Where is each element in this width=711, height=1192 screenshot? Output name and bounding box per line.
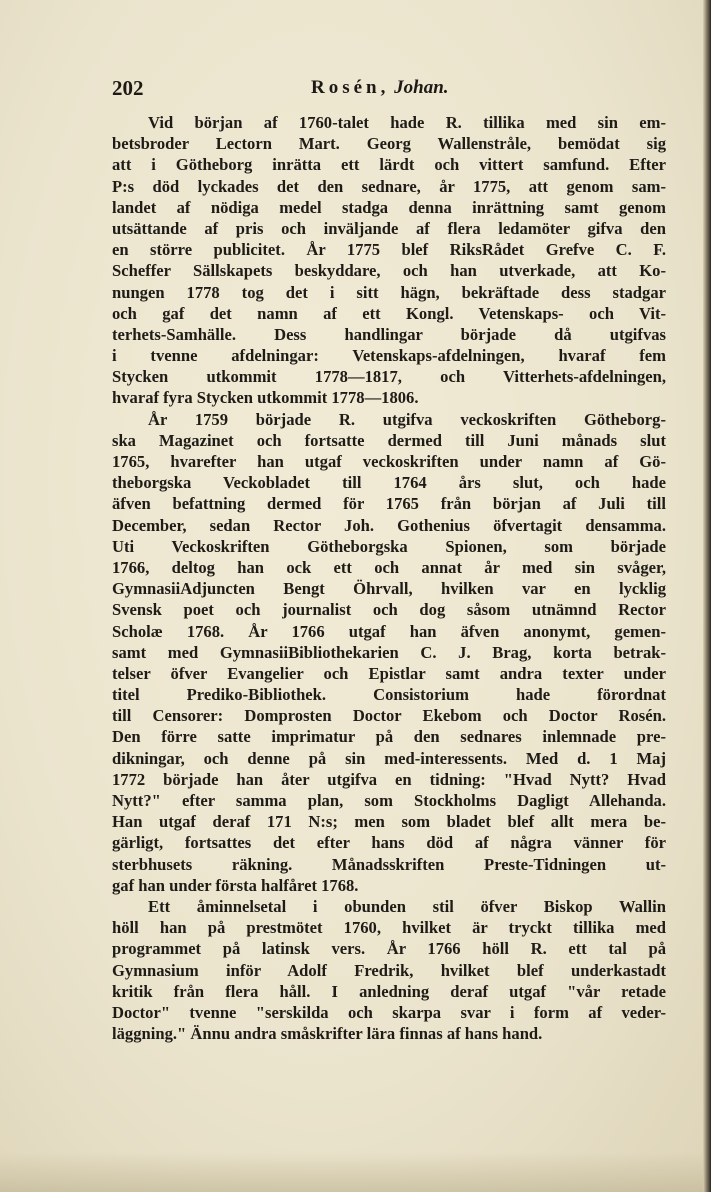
text-line: betsbroder Lectorn Mart. Georg Wallenstråle, bemödat sig [112, 134, 666, 154]
running-head-given-name: Johan. [394, 77, 449, 98]
text-line: höll han på prestmötet 1760, hvilket är tryckt tillika med [112, 918, 666, 938]
text-line: och gaf det namn af ett Kongl. Vetenskaps- och Vit- [112, 303, 666, 323]
page-bottom-shade [0, 1152, 711, 1192]
text-line: titel Prediko-Bibliothek. Consistorium hade förordnat [112, 685, 666, 705]
text-line: December, sedan Rector Joh. Gothenius öfvertagit densamma. [112, 515, 666, 535]
page-number: 202 [112, 76, 144, 100]
text-line: Ett åminnelsetal i obunden stil öfver Biskop Wallin [148, 896, 666, 916]
text-line: Doctor" tvenne "serskilda och skarpa svar i form af veder- [112, 1002, 666, 1022]
text-line: en större publicitet. År 1775 blef RiksRådet Grefve C. F. [112, 240, 666, 260]
running-head-surname: Rosén, [311, 77, 390, 98]
text-line: telser öfver Evangelier och Epistlar samt andra texter under [112, 663, 666, 683]
text-line: P:s död lyckades det den sednare, år 1775, att genom sam- [112, 176, 666, 196]
text-line: Stycken utkommit 1778—1817, och Vitterhets-afdelningen, [112, 367, 666, 387]
body-text [112, 112, 666, 1044]
text-line: landet af nödiga medel stadga denna inrättning samt genom [112, 197, 666, 217]
text-line: utsättande af pris och inväljande af flera ledamöter gifva den [112, 218, 666, 238]
running-head [311, 77, 449, 99]
text-line: 1766, deltog han ock ett och annat år med sin svåger, [112, 557, 666, 577]
text-line: Scheffer Sällskapets beskyddare, och han utverkade, att Ko- [112, 261, 666, 281]
text-line: Uti Veckoskriften Götheborgska Spionen, som började [112, 536, 666, 556]
text-line: gärligt, fortsattes det efter hans död af några vänner för [112, 833, 666, 853]
text-line: 1772 började han åter utgifva en tidning: "Hvad Nytt? Hvad [112, 769, 666, 789]
text-line: Nytt?" efter samma plan, som Stockholms Dagligt Allehanda. [112, 791, 666, 810]
text-line: till Censorer: Domprosten Doctor Ekebom och Doctor Rosén. [112, 706, 666, 726]
text-line: kritik från flera håll. I anledning deraf utgaf "vår retade [112, 981, 666, 1001]
text-line: läggning." Ännu andra småskrifter lära finnas af hans hand. [112, 1024, 543, 1044]
text-line: theborgska Veckobladet till 1764 års slut, och hade [112, 473, 666, 493]
text-line: GymnasiiAdjuncten Bengt Öhrvall, hvilken var en lycklig [112, 579, 666, 599]
text-line: Gymnasium inför Adolf Fredrik, hvilket blef underkastadt [112, 960, 666, 980]
text-line: Han utgaf deraf 171 N:s; men som bladet blef allt mera be- [112, 812, 666, 832]
text-line: att i Götheborg inrätta ett lärdt och vittert samfund. Efter [112, 155, 666, 175]
page-header [112, 76, 666, 106]
text-line: År 1759 började R. utgifva veckoskriften Götheborg- [148, 409, 666, 429]
text-line: nungen 1778 tog det i sitt hägn, bekräftade dess stadgar [112, 282, 666, 302]
text-line: terhets-Samhälle. Dess handlingar började då utgifvas [112, 324, 666, 344]
text-line: Vid början af 1760-talet hade R. tillika med sin em- [148, 113, 666, 132]
text-line: 1765, hvarefter han utgaf veckoskriften under namn af Gö- [112, 452, 666, 471]
text-line: samt med GymnasiiBibliothekarien C. J. Brag, korta betrak- [112, 642, 666, 662]
text-line: sterbhusets räkning. Månadsskriften Preste-Tidningen ut- [112, 854, 666, 874]
text-line: Den förre satte imprimatur på den sednares inlemnade pre- [112, 727, 666, 747]
text-line: gaf han under första halfåret 1768. [112, 875, 359, 895]
text-line: äfven befattning dermed för 1765 från början af Juli till [112, 494, 666, 514]
text-line: ska Magazinet och fortsatte dermed till Juni månads slut [112, 430, 666, 450]
text-line: programmet på latinsk vers. År 1766 höll R. ett tal på [112, 939, 666, 959]
text-line: i tvenne afdelningar: Vetenskaps-afdelningen, hvaraf fem [112, 346, 666, 366]
text-line: hvaraf fyra Stycken utkommit 1778—1806. [112, 388, 419, 408]
page-binding-edge [703, 0, 711, 1192]
text-line: Scholæ 1768. År 1766 utgaf han äfven anonymt, gemen- [112, 621, 666, 641]
text-line: dikningar, och denne på sin med-interessents. Med d. 1 Maj [112, 748, 666, 768]
text-line: Svensk poet och journalist och dog såsom utnämnd Rector [112, 600, 666, 620]
